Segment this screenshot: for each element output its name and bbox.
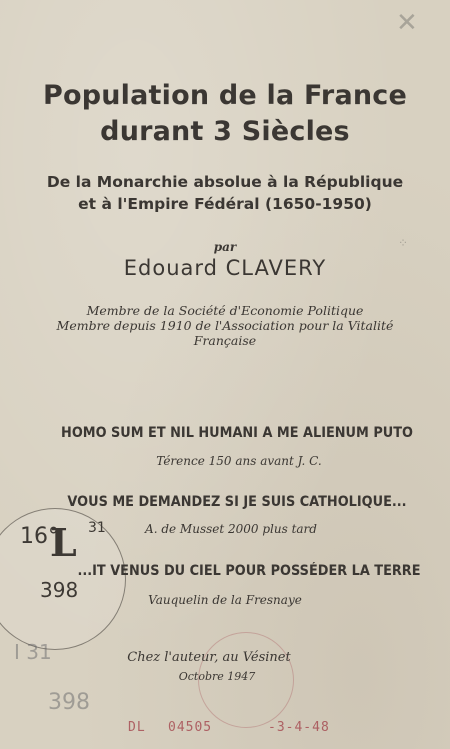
author-name: Edouard CLAVERY [123, 256, 327, 280]
affiliation-line-3: Française [193, 333, 257, 348]
quote-2-text: VOUS ME DEMANDEZ SI JE SUIS CATHOLIQUE... [67, 494, 407, 510]
legal-deposit-date: -3-4-48 [268, 720, 330, 735]
publisher-line: Chez l'auteur, au Vésinet [127, 650, 291, 665]
subtitle-line-1: De la Monarchie absolue à la République [46, 173, 404, 191]
publication-date: Octobre 1947 [178, 670, 256, 683]
title-line-2: durant 3 Siècles [100, 116, 350, 147]
quote-3-text: ...IT VENUS DU CIEL POUR POSSÉDER LA TERRE [77, 563, 421, 579]
subtitle-line-2: et à l'Empire Fédéral (1650-1950) [78, 195, 372, 213]
stamp-mark-3: 31 [88, 520, 106, 536]
quote-3-attribution: Vauquelin de la Fresnaye [148, 593, 302, 607]
affiliation-line-2: Membre depuis 1910 de l'Association pour la Vitalité [56, 318, 394, 333]
ink-speck-icon: ⁘ [398, 236, 409, 250]
title-line-1: Population de la France [43, 80, 407, 111]
quote-1-text: HOMO SUM ET NIL HUMANI A ME ALIENUM PUTO [61, 425, 413, 441]
quote-2-attribution: A. de Musset 2000 plus tard [145, 522, 317, 536]
pencil-mark-1: I 31 [14, 640, 52, 664]
stamp-mark-1: 16° [20, 524, 59, 549]
stamp-mark-4: 398 [40, 578, 79, 602]
legal-deposit-prefix: DL [128, 720, 146, 735]
quote-1-attribution: Térence 150 ans avant J. C. [156, 454, 322, 468]
legal-deposit-number: 04505 [168, 720, 213, 735]
pencil-mark-2: 398 [48, 690, 90, 715]
affiliation-line-1: Membre de la Société d'Economie Politique [86, 303, 364, 318]
corner-mark-icon: ✕ [396, 8, 418, 38]
by-label: par [213, 240, 237, 254]
stamp-mark-2: L [50, 520, 77, 565]
